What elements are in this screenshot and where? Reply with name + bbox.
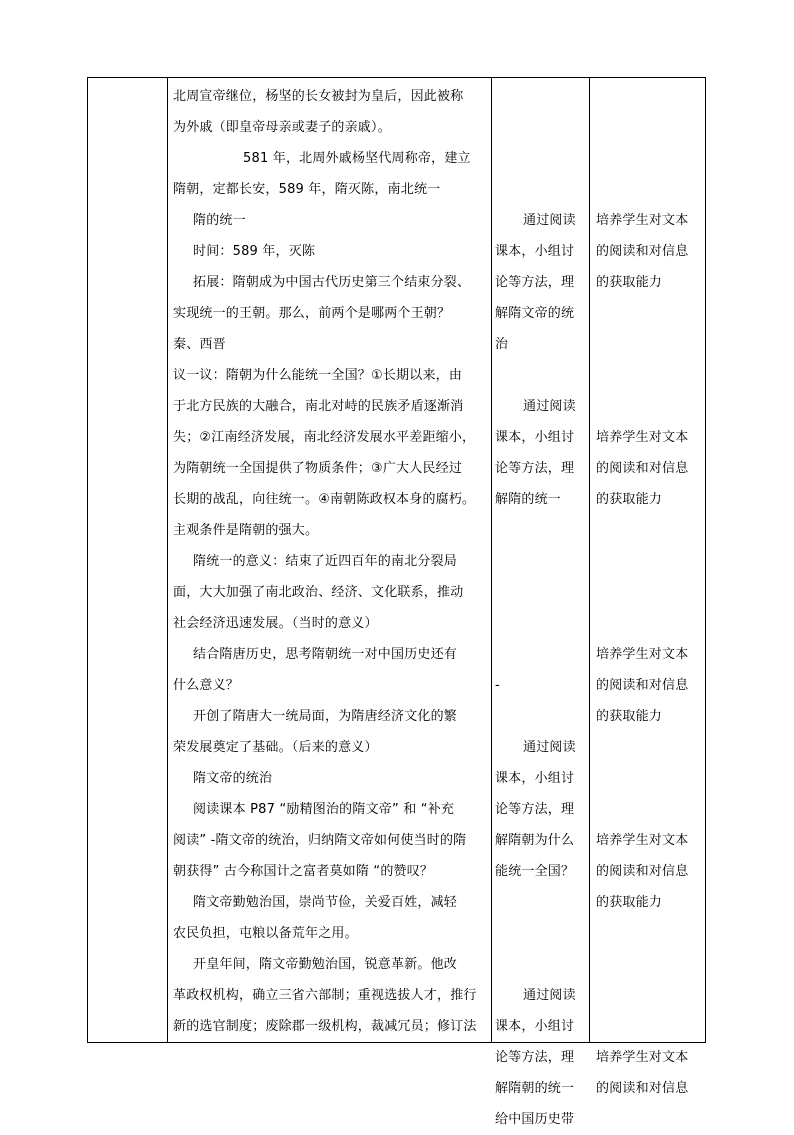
goal-line bbox=[596, 174, 704, 205]
teaching-method-column bbox=[495, 143, 587, 1135]
goal-line bbox=[596, 794, 704, 825]
goal-line bbox=[596, 608, 704, 639]
goal-line bbox=[596, 732, 704, 763]
content-line: 社会经济迅速发展。（当时的意义） bbox=[173, 616, 378, 631]
method-line: 论等方法，理 bbox=[495, 275, 575, 290]
goal-line bbox=[596, 298, 704, 329]
goal-line: 培养学生对文本 bbox=[596, 213, 689, 228]
content-line: 时间：589 年，灭陈 bbox=[193, 244, 316, 259]
method-line: - bbox=[495, 678, 500, 693]
goal-line: 的阅读和对信息 bbox=[596, 461, 689, 476]
content-line: 拓展：隋朝成为中国古代历史第三个结束分裂、 bbox=[193, 275, 471, 290]
goal-line bbox=[596, 949, 704, 980]
content-line: 581 年，北周外戚杨坚代周称帝，建立 bbox=[243, 151, 471, 166]
content-line: 开创了隋唐大一统局面，为隋唐经济文化的繁 bbox=[193, 709, 458, 724]
method-line: 通过阅读 bbox=[523, 740, 576, 755]
method-line: 能统一全国？ bbox=[495, 864, 575, 879]
content-line: 失；②江南经济发展，南北经济发展水平差距缩小， bbox=[173, 430, 476, 445]
goal-line: 培养学生对文本 bbox=[596, 833, 689, 848]
content-line: 革政权机构，确立三省六部制；重视选拔人才，推行 bbox=[173, 988, 477, 1003]
content-line: 为外戚（即皇帝母亲或妻子的亲戚）。 bbox=[173, 120, 391, 135]
method-line bbox=[495, 143, 587, 174]
method-line: 解隋朝的统一 bbox=[495, 1081, 575, 1096]
content-line: 于北方民族的大融合，南北对峙的民族矛盾逐渐消 bbox=[173, 399, 464, 414]
method-line bbox=[495, 360, 587, 391]
goal-line: 的阅读和对信息 bbox=[596, 864, 689, 879]
goal-line bbox=[596, 329, 704, 360]
goal-line: 培养学生对文本 bbox=[596, 1050, 689, 1065]
content-line: 新的选官制度；废除郡一级机构，裁减冗员；修订法 bbox=[173, 1019, 477, 1034]
content-line: 荣发展奠定了基础。（后来的意义） bbox=[173, 740, 378, 755]
method-line: 给中国历史带 bbox=[495, 1112, 575, 1127]
goal-line: 培养学生对文本 bbox=[596, 647, 689, 662]
content-line: 开皇年间，隋文帝勤勉治国，锐意革新。他改 bbox=[193, 957, 458, 972]
goal-line: 的获取能力 bbox=[596, 275, 663, 290]
design-intent-column bbox=[596, 143, 704, 1104]
method-line bbox=[495, 949, 587, 980]
goal-line: 的阅读和对信息 bbox=[596, 678, 689, 693]
method-line: 通过阅读 bbox=[523, 399, 576, 414]
method-line: 通过阅读 bbox=[523, 988, 576, 1003]
content-line: 秦、西晋 bbox=[173, 337, 226, 352]
method-line: 通过阅读 bbox=[523, 213, 576, 228]
method-line: 课本，小组讨 bbox=[495, 771, 575, 786]
lesson-plan-table bbox=[87, 77, 706, 1127]
goal-line bbox=[596, 391, 704, 422]
column-divider-3 bbox=[589, 78, 590, 1042]
goal-line bbox=[596, 360, 704, 391]
content-line: 阅读” -隋文帝的统治，归纳隋文帝如何使当时的隋 bbox=[173, 833, 467, 848]
method-line bbox=[495, 639, 587, 670]
method-line bbox=[495, 608, 587, 639]
content-line: 实现统一的王朝。那么，前两个是哪两个王朝？ bbox=[173, 306, 451, 321]
goal-line bbox=[596, 515, 704, 546]
goal-line bbox=[596, 918, 704, 949]
content-line: 隋的统一 bbox=[193, 213, 246, 228]
content-line: 北周宣帝继位，杨坚的长女被封为皇后，因此被称 bbox=[173, 89, 464, 104]
goal-line bbox=[596, 546, 704, 577]
method-line bbox=[495, 577, 587, 608]
method-line: 解隋朝为什么 bbox=[495, 833, 575, 848]
content-line: 议一议：隋朝为什么能统一全国？①长期以来，由 bbox=[173, 368, 463, 383]
method-line: 解隋的统一 bbox=[495, 492, 562, 507]
goal-line: 培养学生对文本 bbox=[596, 430, 689, 445]
content-line: 阅读课本 P87 “励精图治的隋文帝” 和 “补充 bbox=[193, 802, 455, 817]
method-line: 治 bbox=[495, 337, 509, 352]
content-line: 隋文帝的统治 bbox=[193, 771, 273, 786]
content-line: 朝获得” 古今称国计之富者莫如隋 “的赞叹？ bbox=[173, 864, 434, 879]
content-line: 隋朝，定都长安，589 年，隋灭陈，南北统一 bbox=[173, 182, 441, 197]
goal-line: 的获取能力 bbox=[596, 492, 663, 507]
method-line: 论等方法，理 bbox=[495, 1050, 575, 1065]
method-line: 论等方法，理 bbox=[495, 802, 575, 817]
method-line bbox=[495, 918, 587, 949]
method-line: 论等方法，理 bbox=[495, 461, 575, 476]
method-line bbox=[495, 174, 587, 205]
content-line: 结合隋唐历史，思考隋朝统一对中国历史还有 bbox=[193, 647, 458, 662]
method-line bbox=[495, 887, 587, 918]
goal-line bbox=[596, 1011, 704, 1042]
goal-line bbox=[596, 763, 704, 794]
column-divider-1 bbox=[167, 78, 168, 1042]
method-line bbox=[495, 701, 587, 732]
method-line: 解隋文帝的统 bbox=[495, 306, 575, 321]
content-line: 为隋朝统一全国提供了物质条件；③广大人民经过 bbox=[173, 461, 463, 476]
goal-line bbox=[596, 143, 704, 174]
content-line: 主观条件是隋朝的强大。 bbox=[173, 523, 319, 538]
method-line: 课本，小组讨 bbox=[495, 430, 575, 445]
goal-line: 的阅读和对信息 bbox=[596, 1081, 689, 1096]
content-line: 农民负担，屯粮以备荒年之用。 bbox=[173, 926, 358, 941]
content-line: 隋统一的意义：结束了近四百年的南北分裂局 bbox=[193, 554, 458, 569]
goal-line: 的获取能力 bbox=[596, 895, 663, 910]
content-line: 什么意义？ bbox=[173, 678, 240, 693]
goal-line bbox=[596, 980, 704, 1011]
method-line bbox=[495, 515, 587, 546]
content-line: 隋文帝勤勉治国，崇尚节俭，关爱百姓，减轻 bbox=[193, 895, 458, 910]
method-line bbox=[495, 546, 587, 577]
goal-line: 的阅读和对信息 bbox=[596, 244, 689, 259]
method-line: 课本，小组讨 bbox=[495, 244, 575, 259]
method-line: 课本，小组讨 bbox=[495, 1019, 575, 1034]
goal-line: 的获取能力 bbox=[596, 709, 663, 724]
content-line: 面，大大加强了南北政治、经济、文化联系，推动 bbox=[173, 585, 464, 600]
teaching-content-column bbox=[173, 81, 493, 1042]
goal-line bbox=[596, 577, 704, 608]
content-line: 长期的战乱，向往统一。④南朝陈政权本身的腐朽。 bbox=[173, 492, 476, 507]
